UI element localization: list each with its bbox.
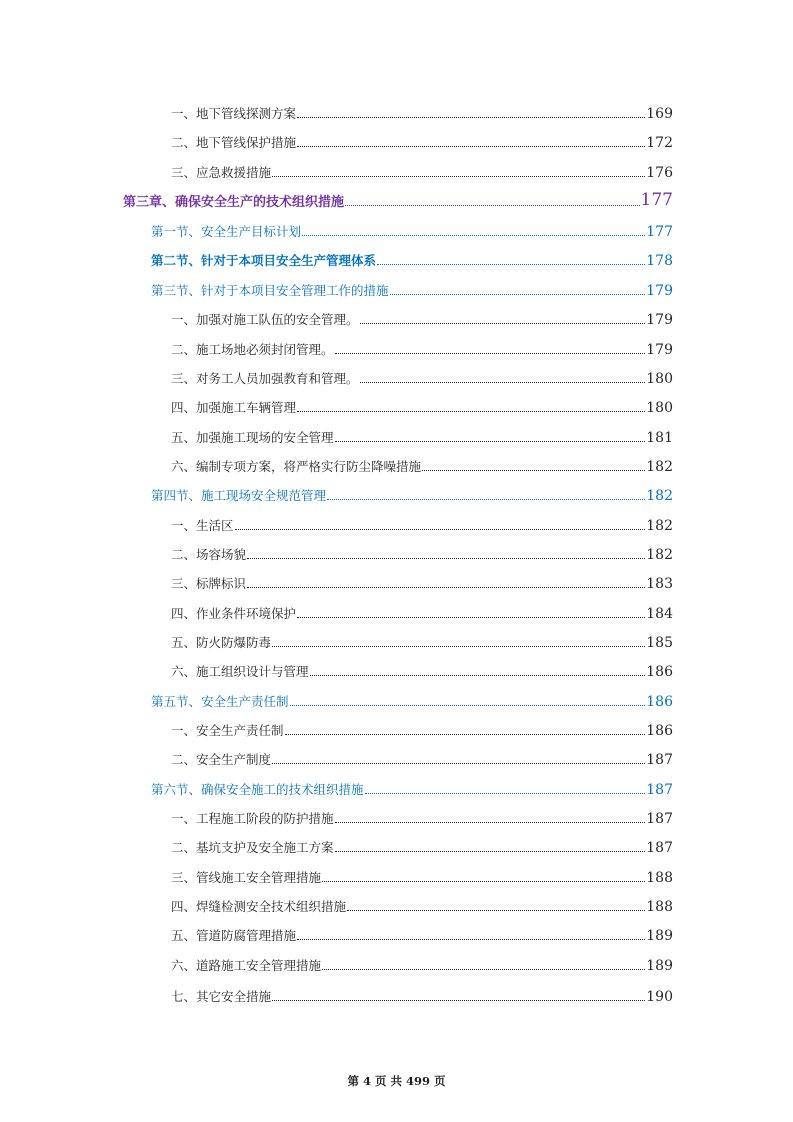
toc-page-number: 179 — [646, 342, 673, 358]
toc-leader-dots — [365, 793, 646, 794]
toc-entry-label: 第三节、针对于本项目安全管理工作的措施 — [151, 283, 389, 298]
toc-item-entry[interactable] — [171, 834, 673, 856]
toc-item-entry[interactable] — [171, 512, 673, 534]
toc-page-number: 172 — [646, 135, 673, 151]
toc-leader-dots — [272, 1000, 645, 1001]
toc-section-entry[interactable] — [151, 688, 673, 710]
toc-entry-label: 一、工程施工阶段的防护措施 — [171, 811, 334, 826]
toc-item-entry[interactable] — [171, 453, 673, 475]
toc-entry-label: 七、其它安全措施 — [171, 989, 272, 1004]
toc-leader-dots — [335, 441, 646, 442]
toc-item-entry[interactable] — [171, 541, 673, 563]
toc-entry-label: 一、地下管线探测方案 — [171, 106, 297, 121]
toc-entry-label: 四、加强施工车辆管理 — [171, 400, 297, 415]
toc-entry-label: 一、生活区 — [171, 518, 234, 533]
toc-page-number: 185 — [646, 635, 673, 651]
toc-item-entry[interactable] — [171, 306, 673, 328]
toc-leader-dots — [310, 675, 646, 676]
toc-entry-label: 第四节、施工现场安全规范管理 — [151, 488, 327, 503]
toc-leader-dots — [347, 910, 645, 911]
toc-section-entry[interactable] — [151, 482, 673, 504]
toc-leader-dots — [360, 382, 646, 383]
toc-page-number: 190 — [646, 989, 673, 1005]
toc-leader-dots — [247, 558, 645, 559]
toc-entry-label: 第五节、安全生产责任制 — [151, 694, 289, 709]
toc-leader-dots — [422, 470, 645, 471]
toc-page-number: 177 — [640, 190, 673, 210]
toc-section-entry[interactable] — [151, 277, 673, 299]
toc-leader-dots — [247, 587, 645, 588]
toc-item-entry[interactable] — [171, 394, 673, 416]
toc-page-number: 189 — [646, 928, 673, 944]
toc-entry-label: 三、管线施工安全管理措施 — [171, 870, 322, 885]
toc-entry-label: 第三章、确保安全生产的技术组织措施 — [123, 195, 345, 210]
toc-leader-dots — [297, 411, 645, 412]
toc-entry-label: 三、应急救援措施 — [171, 165, 272, 180]
toc-item-entry[interactable] — [171, 952, 673, 974]
toc-page-number: 188 — [646, 870, 673, 886]
toc-entry-label: 第一节、安全生产目标计划 — [151, 224, 302, 239]
toc-entry-label: 二、安全生产制度 — [171, 752, 272, 767]
toc-leader-dots — [322, 881, 645, 882]
toc-leader-dots — [272, 176, 645, 177]
toc-leader-dots — [335, 851, 646, 852]
toc-page-number: 182 — [646, 459, 673, 475]
toc-page-number: 180 — [646, 400, 673, 416]
toc-item-entry[interactable] — [171, 336, 673, 358]
toc-page-number: 187 — [646, 752, 673, 768]
toc-item-entry[interactable] — [171, 983, 673, 1005]
toc-leader-dots — [390, 294, 646, 295]
toc-entry-label: 一、安全生产责任制 — [171, 723, 284, 738]
toc-page-number: 182 — [646, 547, 673, 563]
toc-leader-dots — [297, 939, 645, 940]
toc-page-number: 182 — [646, 518, 673, 534]
toc-entry-label: 一、加强对施工队伍的安全管理。 — [171, 312, 359, 327]
toc-leader-dots — [297, 117, 645, 118]
toc-entry-label: 第二节、针对于本项目安全生产管理体系 — [151, 253, 377, 268]
toc-entry-label: 六、道路施工安全管理措施 — [171, 958, 322, 973]
toc-page-number: 187 — [646, 782, 673, 798]
toc-entry-label: 二、基坑支护及安全施工方案 — [171, 840, 334, 855]
toc-item-entry[interactable] — [171, 600, 673, 622]
toc-page-number: 184 — [646, 606, 673, 622]
toc-leader-dots — [345, 205, 640, 206]
toc-item-entry[interactable] — [171, 864, 673, 886]
toc-page-number: 189 — [646, 958, 673, 974]
toc-page-number: 179 — [646, 312, 673, 328]
toc-item-entry[interactable] — [171, 365, 673, 387]
toc-entry-label: 五、防火防爆防毒 — [171, 635, 272, 650]
toc-leader-dots — [272, 763, 645, 764]
toc-leader-dots — [272, 646, 645, 647]
toc-item-entry[interactable] — [171, 805, 673, 827]
toc-section-entry[interactable] — [151, 218, 673, 240]
toc-item-entry[interactable] — [171, 129, 673, 151]
toc-entry-label: 六、编制专项方案，将严格实行防尘降噪措施 — [171, 459, 422, 474]
toc-leader-dots — [327, 499, 645, 500]
toc-entry-label: 四、焊缝检测安全技术组织措施 — [171, 899, 347, 914]
toc-entry-label: 二、场容场貌 — [171, 547, 247, 562]
toc-leader-dots — [290, 705, 646, 706]
toc-entry-label: 三、对务工人员加强教育和管理。 — [171, 371, 359, 386]
toc-page-number: 182 — [646, 488, 673, 504]
toc-page-number: 187 — [646, 840, 673, 856]
toc-leader-dots — [360, 323, 646, 324]
toc-leader-dots — [377, 264, 645, 265]
toc-item-entry[interactable] — [171, 717, 673, 739]
toc-entry-label: 六、施工组织设计与管理 — [171, 664, 309, 679]
toc-leader-dots — [285, 734, 646, 735]
toc-item-entry[interactable] — [171, 100, 673, 122]
page-footer: 第 4 页 共 499 页 — [347, 1074, 446, 1088]
toc-page-number: 187 — [646, 811, 673, 827]
toc-page-number: 188 — [646, 899, 673, 915]
toc-item-entry[interactable] — [171, 424, 673, 446]
toc-entry-label: 五、管道防腐管理措施 — [171, 928, 297, 943]
toc-leader-dots — [235, 529, 646, 530]
toc-section-entry[interactable] — [151, 247, 673, 269]
toc-leader-dots — [335, 353, 646, 354]
toc-item-entry[interactable] — [171, 658, 673, 680]
toc-entry-label: 第六节、确保安全施工的技术组织措施 — [151, 782, 364, 797]
toc-item-entry[interactable] — [171, 629, 673, 651]
toc-section-entry[interactable] — [151, 776, 673, 798]
toc-page-number: 180 — [646, 371, 673, 387]
toc-page-number: 179 — [646, 283, 673, 299]
toc-leader-dots — [302, 235, 645, 236]
toc-page-number: 169 — [646, 106, 673, 122]
toc-leader-dots — [297, 146, 645, 147]
toc-entry-label: 二、地下管线保护措施 — [171, 135, 297, 150]
toc-item-entry[interactable] — [171, 922, 673, 944]
toc-leader-dots — [335, 822, 646, 823]
toc-page-number: 181 — [646, 430, 673, 446]
toc-chapter-entry[interactable] — [123, 188, 673, 210]
toc-item-entry[interactable] — [171, 570, 673, 592]
toc-entry-label: 三、标牌标识 — [171, 576, 247, 591]
toc-page-number: 183 — [646, 576, 673, 592]
toc-page-number: 176 — [646, 165, 673, 181]
toc-item-entry[interactable] — [171, 159, 673, 181]
toc-leader-dots — [297, 617, 645, 618]
toc-item-entry[interactable] — [171, 746, 673, 768]
toc-page-number: 186 — [646, 723, 673, 739]
toc-entry-label: 四、作业条件环境保护 — [171, 606, 297, 621]
toc-page-number: 186 — [646, 694, 673, 710]
toc-page-number: 177 — [646, 224, 673, 240]
toc-entry-label: 五、加强施工现场的安全管理 — [171, 430, 334, 445]
toc-page-number: 178 — [646, 253, 673, 269]
toc-entry-label: 二、施工场地必须封闭管理。 — [171, 342, 334, 357]
toc-leader-dots — [322, 969, 645, 970]
toc-item-entry[interactable] — [171, 893, 673, 915]
toc-page-number: 186 — [646, 664, 673, 680]
